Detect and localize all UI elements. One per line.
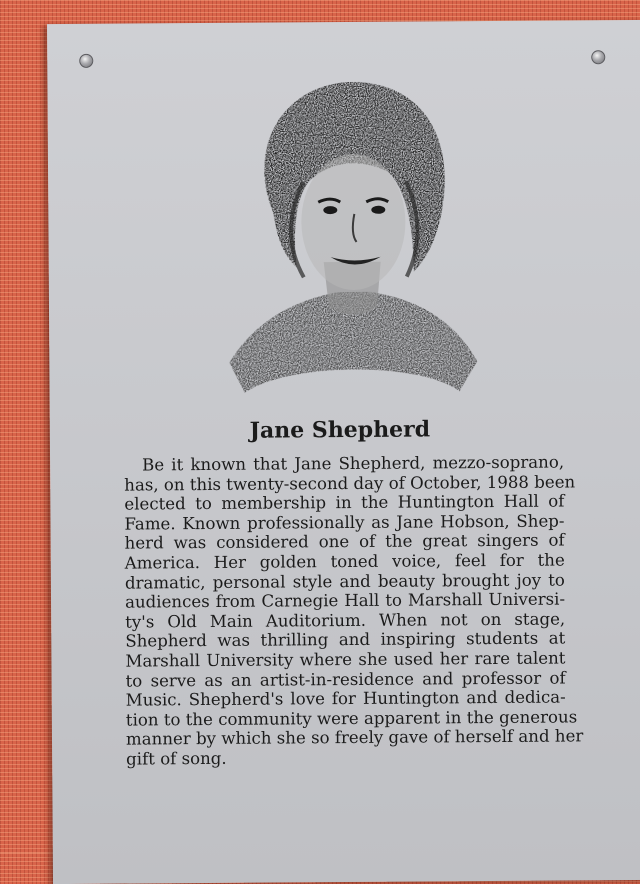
memorial-plaque [47,20,640,884]
screw-icon [79,54,93,68]
inscription-line: Music. Shepherd's love for Huntington and dedica- [125,687,566,710]
inscription-line: has, on this twenty-second day of October, 1988 been [124,472,576,495]
inscription-line: tion to the community were apparent in the generous [125,707,578,730]
inscription-line: ty's Old Main Auditorium. When not on stage, [125,609,566,632]
inscription-line: to serve as an artist-in-residence and professor of [125,668,566,691]
plaque-inscription [124,452,584,770]
portrait-image [217,61,484,403]
inscription-line: gift of song. [126,748,227,769]
inscription-line: herd was considered one of the great singers of [124,530,565,553]
inscription-line: dramatic, personal style and beauty brought joy to [124,570,565,593]
inscription-line: Shepherd was thrilling and inspiring students at [125,628,566,651]
inscription-line: manner by which she so freely gave of herself and her [125,726,584,749]
inscription-line: Be it known that Jane Shepherd, mezzo-soprano, [142,452,565,475]
inscription-line: America. Her golden toned voice, feel for the [124,550,565,573]
inscription-line: Fame. Known professionally as Jane Hobson, Shep- [124,511,565,534]
screw-icon [591,50,605,64]
inscription-line: elected to membership in the Huntington Hall of [124,491,565,514]
inscription-line: audiences from Carnegie Hall to Marshall Universi- [124,589,566,612]
honoree-name: Jane Shepherd [249,416,431,444]
inscription-line: Marshall University where she used her rare talent [125,648,566,671]
